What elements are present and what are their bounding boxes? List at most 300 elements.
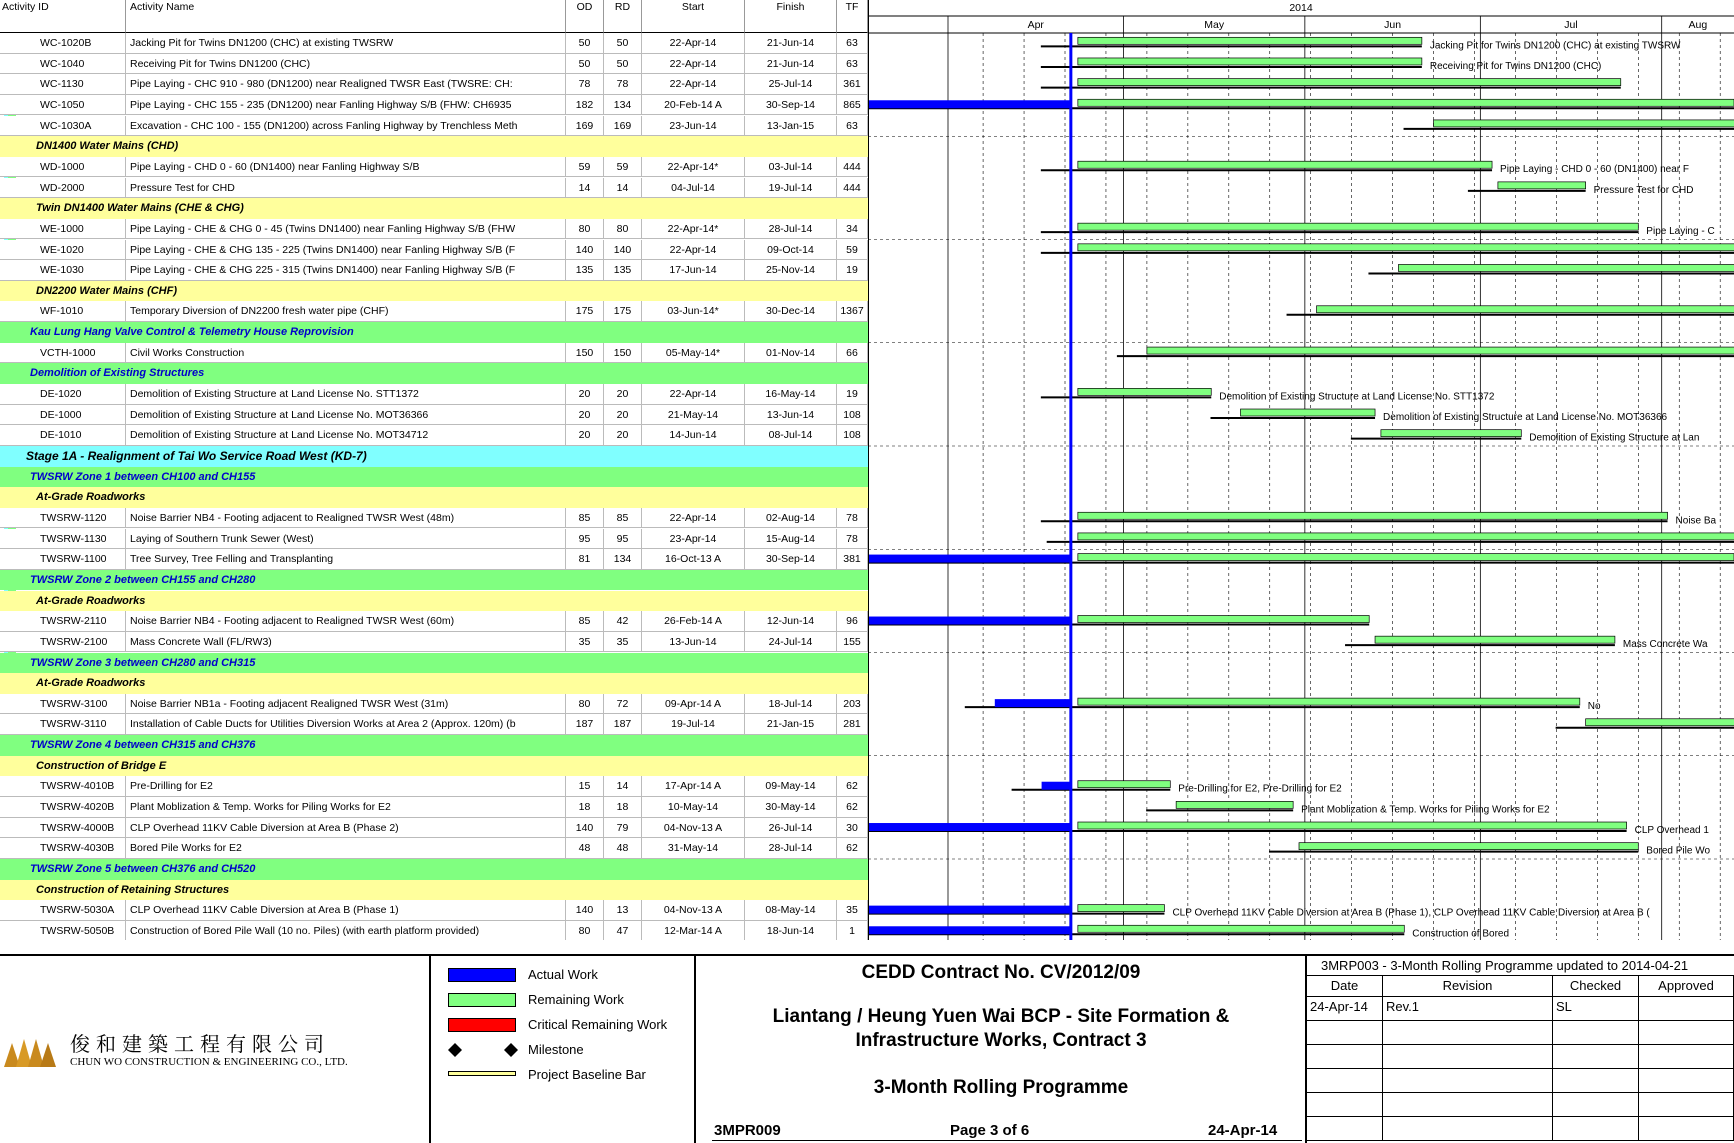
tf-cell: 34 xyxy=(837,219,868,239)
rd-cell: 95 xyxy=(604,529,642,549)
activity-name-cell: CLP Overhead 11KV Cable Diversion at Area B (Phase 2) xyxy=(126,818,566,838)
od-cell: 15 xyxy=(566,776,604,796)
activity-name-cell: Installation of Cable Ducts for Utilities Diversion Works at Area 2 (Approx. 120m) (b xyxy=(126,714,566,734)
activity-name-cell: Demolition of Existing Structure at Land License No. STT1372 xyxy=(126,384,566,404)
bar-label: Noise Ba xyxy=(1675,515,1717,527)
bar-label: Demolition of Existing Structure at Lan xyxy=(1529,432,1700,444)
group-header-row[interactable]: Construction of Retaining Structures xyxy=(0,880,868,901)
bar-label: No xyxy=(1587,701,1601,713)
start-cell: 23-Apr-14 xyxy=(642,529,745,549)
revision-cell[interactable] xyxy=(1639,1045,1734,1069)
remaining-bar xyxy=(1078,925,1404,932)
revision-cell[interactable] xyxy=(1639,997,1734,1021)
rd-cell: 14 xyxy=(604,178,642,198)
activity-id-cell: TWSRW-5030A xyxy=(0,900,126,920)
tf-cell: 1367 xyxy=(837,301,868,321)
remaining-bar xyxy=(1398,264,1734,271)
project-title-line2: Infrastructure Works, Contract 3 xyxy=(855,1030,1147,1051)
activity-id-cell: WF-1010 xyxy=(0,301,126,321)
month-label: Jun xyxy=(1384,19,1402,31)
activity-row[interactable] xyxy=(0,776,868,797)
remaining-bar xyxy=(1078,244,1734,251)
start-cell: 10-May-14 xyxy=(642,797,745,817)
gantt-svg xyxy=(868,0,1734,940)
od-cell: 135 xyxy=(566,260,604,280)
finish-cell: 28-Jul-14 xyxy=(745,219,837,239)
revision-cell[interactable] xyxy=(1383,1045,1553,1069)
start-cell: 12-Mar-14 A xyxy=(642,921,745,940)
tf-cell: 63 xyxy=(837,54,868,74)
month-label: May xyxy=(1204,19,1225,31)
finish-cell: 02-Aug-14 xyxy=(745,508,837,528)
revision-header: Approved xyxy=(1639,976,1734,997)
rd-cell: 135 xyxy=(604,260,642,280)
start-cell: 22-Apr-14 xyxy=(642,508,745,528)
remaining-bar xyxy=(1078,616,1369,623)
start-cell: 23-Jun-14 xyxy=(642,116,745,136)
revision-cell[interactable] xyxy=(1307,1093,1383,1117)
activity-row[interactable] xyxy=(0,260,868,281)
tf-cell: 381 xyxy=(837,549,868,569)
remaining-bar xyxy=(1078,161,1492,168)
rd-cell: 72 xyxy=(604,694,642,714)
activity-id-cell: TWSRW-4000B xyxy=(0,818,126,838)
activity-id-cell: WC-1040 xyxy=(0,54,126,74)
activity-name-cell: Laying of Southern Trunk Sewer (West) xyxy=(126,529,566,549)
activity-id-cell: TWSRW-1130 xyxy=(0,529,126,549)
start-cell: 26-Feb-14 A xyxy=(642,611,745,631)
activity-id-cell: WC-1130 xyxy=(0,74,126,94)
start-cell: 03-Jun-14* xyxy=(642,301,745,321)
group-header-row[interactable]: TWSRW Zone 3 between CH280 and CH315 xyxy=(0,653,868,674)
company-name-cn: 俊和建築工程有限公司 xyxy=(70,1032,330,1056)
start-cell: 22-Apr-14 xyxy=(642,384,745,404)
group-header-row[interactable]: Kau Lung Hang Valve Control & Telemetry House Reprovision xyxy=(0,322,868,343)
activity-row[interactable] xyxy=(0,74,868,95)
finish-cell: 18-Jun-14 xyxy=(745,921,837,940)
activity-row[interactable] xyxy=(0,632,868,653)
bar-label: Pipe Laying - C xyxy=(1646,226,1715,238)
activity-row[interactable] xyxy=(0,921,868,940)
activity-row[interactable] xyxy=(0,240,868,261)
actual-bar xyxy=(995,699,1071,707)
remaining-bar xyxy=(1317,306,1734,313)
tf-cell: 108 xyxy=(837,425,868,445)
revision-cell[interactable] xyxy=(1553,1069,1639,1093)
tf-cell: 30 xyxy=(837,818,868,838)
od-cell: 85 xyxy=(566,508,604,528)
activity-id-cell: WC-1050 xyxy=(0,95,126,115)
revision-cell[interactable] xyxy=(1307,1117,1383,1141)
activity-name-cell: Pipe Laying - CHE & CHG 135 - 225 (Twins DN1400) near Fanling Highway S/B (F xyxy=(126,240,566,260)
activity-row[interactable] xyxy=(0,694,868,715)
activity-id-cell: WC-1020B xyxy=(0,33,126,53)
header-finish[interactable]: Finish xyxy=(745,0,837,33)
tf-cell: 62 xyxy=(837,797,868,817)
remaining-bar xyxy=(1078,58,1422,65)
revision-cell[interactable] xyxy=(1639,1021,1734,1045)
finish-cell: 01-Nov-14 xyxy=(745,343,837,363)
finish-cell: 28-Jul-14 xyxy=(745,838,837,858)
remaining-swatch xyxy=(448,993,516,1007)
remaining-bar xyxy=(1147,347,1734,354)
rd-cell: 35 xyxy=(604,632,642,652)
gantt-chart xyxy=(868,0,1734,940)
activity-row[interactable] xyxy=(0,714,868,735)
activity-row[interactable] xyxy=(0,549,868,570)
start-cell: 04-Nov-13 A xyxy=(642,900,745,920)
od-cell: 187 xyxy=(566,714,604,734)
finish-cell: 21-Jan-15 xyxy=(745,714,837,734)
finish-cell: 13-Jan-15 xyxy=(745,116,837,136)
bar-label: CLP Overhead 1 xyxy=(1634,825,1709,837)
activity-name-cell: Pipe Laying - CHE & CHG 0 - 45 (Twins DN1400) near Fanling Highway S/B (FHW xyxy=(126,219,566,239)
activity-name-cell: Noise Barrier NB4 - Footing adjacent to Realigned TWSR West (48m) xyxy=(126,508,566,528)
rd-cell: 18 xyxy=(604,797,642,817)
remaining-bar xyxy=(1586,719,1734,726)
group-header-row[interactable]: Twin DN1400 Water Mains (CHE & CHG) xyxy=(0,198,868,219)
activity-name-cell: Pipe Laying - CHE & CHG 225 - 315 (Twins DN1400) near Fanling Highway S/B (F xyxy=(126,260,566,280)
rd-cell: 42 xyxy=(604,611,642,631)
od-cell: 50 xyxy=(566,33,604,53)
bar-label: Demolition of Existing Structure at Land License No. MOT36366 xyxy=(1383,412,1668,424)
group-header-row[interactable]: TWSRW Zone 4 between CH315 and CH376 xyxy=(0,735,868,756)
header-od[interactable]: OD xyxy=(566,0,604,33)
programme-title: 3-Month Rolling Programme xyxy=(873,1077,1129,1098)
remaining-bar xyxy=(1078,388,1211,395)
tf-cell: 361 xyxy=(837,74,868,94)
od-cell: 140 xyxy=(566,818,604,838)
od-cell: 18 xyxy=(566,797,604,817)
bar-label: Pre-Drilling for E2, Pre-Drilling for E2 xyxy=(1178,783,1342,795)
activity-id-cell: WD-1000 xyxy=(0,157,126,177)
od-cell: 140 xyxy=(566,240,604,260)
tf-cell: 96 xyxy=(837,611,868,631)
activity-name-cell: Mass Concrete Wall (FL/RW3) xyxy=(126,632,566,652)
remaining-bar xyxy=(1078,79,1621,86)
finish-cell: 21-Jun-14 xyxy=(745,33,837,53)
activity-table xyxy=(0,0,868,940)
title-block xyxy=(0,954,1734,1143)
od-cell: 80 xyxy=(566,921,604,940)
tf-cell: 203 xyxy=(837,694,868,714)
remaining-bar xyxy=(1078,698,1580,705)
company-logo xyxy=(2,1029,58,1069)
remaining-bar xyxy=(1078,822,1627,829)
group-header-row[interactable]: Stage 1A - Realignment of Tai Wo Service Road West (KD-7) xyxy=(0,446,868,467)
activity-row[interactable] xyxy=(0,343,868,364)
actual-bar xyxy=(1042,782,1071,790)
group-header-row[interactable]: Construction of Bridge E xyxy=(0,756,868,777)
activity-row[interactable] xyxy=(0,178,868,199)
finish-cell: 16-May-14 xyxy=(745,384,837,404)
activity-name-cell: Construction of Bored Pile Wall (10 no. Piles) (with earth platform provided) xyxy=(126,921,566,940)
start-cell: 17-Apr-14 A xyxy=(642,776,745,796)
revision-cell[interactable] xyxy=(1553,1093,1639,1117)
activity-row[interactable] xyxy=(0,900,868,921)
start-cell: 22-Apr-14* xyxy=(642,219,745,239)
bar-label: Jacking Pit for Twins DN1200 (CHC) at existing TWSRW xyxy=(1429,40,1681,52)
start-cell: 22-Apr-14 xyxy=(642,74,745,94)
od-cell: 78 xyxy=(566,74,604,94)
finish-cell: 13-Jun-14 xyxy=(745,405,837,425)
activity-id-cell: TWSRW-2110 xyxy=(0,611,126,631)
activity-row[interactable] xyxy=(0,116,868,137)
header-activity-id[interactable]: Activity ID xyxy=(0,0,126,33)
activity-row[interactable] xyxy=(0,219,868,240)
start-cell: 22-Apr-14 xyxy=(642,54,745,74)
remaining-bar xyxy=(1078,37,1422,44)
tf-cell: 63 xyxy=(837,33,868,53)
activity-name-cell: Pressure Test for CHD xyxy=(126,178,566,198)
remaining-bar xyxy=(1078,223,1638,230)
activity-id-cell: WD-2000 xyxy=(0,178,126,198)
bar-label: CLP Overhead 11KV Cable Diversion at Area B (Phase 1), CLP Overhead 11KV Cable Diversion at Area B ( xyxy=(1172,907,1650,919)
rd-cell: 78 xyxy=(604,74,642,94)
od-cell: 20 xyxy=(566,405,604,425)
rd-cell: 85 xyxy=(604,508,642,528)
revision-cell[interactable] xyxy=(1307,1021,1383,1045)
start-cell: 22-Apr-14 xyxy=(642,240,745,260)
revision-block xyxy=(1307,956,1734,1143)
baseline-bar-icon xyxy=(448,1071,516,1076)
actual-bar xyxy=(868,906,1071,914)
bar-label: Bored Pile Wo xyxy=(1646,845,1711,857)
finish-cell: 25-Nov-14 xyxy=(745,260,837,280)
revision-cell[interactable] xyxy=(1553,1045,1639,1069)
activity-name-cell: Jacking Pit for Twins DN1200 (CHC) at existing TWSRW xyxy=(126,33,566,53)
od-cell: 35 xyxy=(566,632,604,652)
od-cell: 48 xyxy=(566,838,604,858)
revision-cell[interactable] xyxy=(1383,1093,1553,1117)
od-cell: 80 xyxy=(566,694,604,714)
rd-cell: 20 xyxy=(604,405,642,425)
revision-cell[interactable] xyxy=(1383,1021,1553,1045)
revision-cell[interactable] xyxy=(1383,1069,1553,1093)
start-cell: 14-Jun-14 xyxy=(642,425,745,445)
rd-cell: 175 xyxy=(604,301,642,321)
remaining-bar xyxy=(1078,99,1734,106)
bar-label: Plant Moblization & Temp. Works for Piling Works for E2 xyxy=(1301,804,1550,816)
tf-cell: 63 xyxy=(837,116,868,136)
legend-label: Project Baseline Bar xyxy=(528,1067,646,1082)
month-label: Apr xyxy=(1027,19,1044,31)
od-cell: 20 xyxy=(566,425,604,445)
revision-cell[interactable] xyxy=(1639,1093,1734,1117)
activity-name-cell: Noise Barrier NB1a - Footing adjacent Realigned TWSR West (31m) xyxy=(126,694,566,714)
group-header-row[interactable]: TWSRW Zone 1 between CH100 and CH155 xyxy=(0,467,868,488)
tf-cell: 155 xyxy=(837,632,868,652)
tf-cell: 78 xyxy=(837,508,868,528)
tf-cell: 62 xyxy=(837,776,868,796)
activity-row[interactable] xyxy=(0,405,868,426)
contract-number: CEDD Contract No. CV/2012/09 xyxy=(861,962,1141,983)
finish-cell: 19-Jul-14 xyxy=(745,178,837,198)
start-cell: 16-Oct-13 A xyxy=(642,549,745,569)
activity-id-cell: DE-1000 xyxy=(0,405,126,425)
revision-cell[interactable]: SL xyxy=(1553,997,1639,1021)
finish-cell: 30-May-14 xyxy=(745,797,837,817)
group-header-row[interactable]: At-Grade Roadworks xyxy=(0,591,868,612)
header-rd[interactable]: RD xyxy=(604,0,642,33)
rd-cell: 50 xyxy=(604,54,642,74)
document-number: 3MPR009 xyxy=(714,1122,781,1139)
group-header-row[interactable]: TWSRW Zone 2 between CH155 and CH280 xyxy=(0,570,868,591)
actual-swatch xyxy=(448,968,516,982)
group-header-row[interactable]: DN2200 Water Mains (CHF) xyxy=(0,281,868,302)
finish-cell: 09-Oct-14 xyxy=(745,240,837,260)
legend-label: Milestone xyxy=(528,1042,584,1057)
start-cell: 20-Feb-14 A xyxy=(642,95,745,115)
start-cell: 04-Jul-14 xyxy=(642,178,745,198)
start-cell: 04-Nov-13 A xyxy=(642,818,745,838)
activity-id-cell: TWSRW-1100 xyxy=(0,549,126,569)
group-header-row[interactable]: At-Grade Roadworks xyxy=(0,487,868,508)
activity-row[interactable] xyxy=(0,157,868,178)
activity-row[interactable] xyxy=(0,818,868,839)
finish-cell: 18-Jul-14 xyxy=(745,694,837,714)
activity-id-cell: WE-1030 xyxy=(0,260,126,280)
rd-cell: 20 xyxy=(604,425,642,445)
remaining-bar xyxy=(1078,781,1170,788)
activity-id-cell: TWSRW-3110 xyxy=(0,714,126,734)
revision-cell[interactable] xyxy=(1639,1117,1734,1141)
activity-row[interactable] xyxy=(0,95,868,116)
rd-cell: 187 xyxy=(604,714,642,734)
header-start[interactable]: Start xyxy=(642,0,745,33)
revision-cell[interactable] xyxy=(1307,1045,1383,1069)
activity-row[interactable] xyxy=(0,301,868,322)
start-cell: 09-Apr-14 A xyxy=(642,694,745,714)
start-cell: 22-Apr-14 xyxy=(642,33,745,53)
od-cell: 95 xyxy=(566,529,604,549)
rd-cell: 79 xyxy=(604,818,642,838)
revision-cell[interactable] xyxy=(1553,1021,1639,1045)
month-label: Aug xyxy=(1688,19,1708,31)
activity-row[interactable] xyxy=(0,529,868,550)
start-cell: 31-May-14 xyxy=(642,838,745,858)
revision-cell[interactable] xyxy=(1307,1069,1383,1093)
company-name-en: CHUN WO CONSTRUCTION & ENGINEERING CO., LTD. xyxy=(70,1056,348,1068)
activity-row[interactable] xyxy=(0,425,868,446)
tf-cell: 78 xyxy=(837,529,868,549)
year-label: 2014 xyxy=(1289,2,1313,14)
tf-cell: 66 xyxy=(837,343,868,363)
activity-name-cell: CLP Overhead 11KV Cable Diversion at Area B (Phase 1) xyxy=(126,900,566,920)
activity-id-cell: TWSRW-2100 xyxy=(0,632,126,652)
actual-bar xyxy=(868,926,1071,934)
start-cell: 21-May-14 xyxy=(642,405,745,425)
activity-name-cell: Pipe Laying - CHD 0 - 60 (DN1400) near Fanling Highway S/B xyxy=(126,157,566,177)
od-cell: 182 xyxy=(566,95,604,115)
month-label: Jul xyxy=(1564,19,1578,31)
project-title-line1: Liantang / Heung Yuen Wai BCP - Site Formation & xyxy=(772,1006,1230,1027)
group-header-row[interactable]: DN1400 Water Mains (CHD) xyxy=(0,136,868,157)
revision-cell[interactable]: Rev.1 xyxy=(1383,997,1553,1021)
activity-row[interactable] xyxy=(0,611,868,632)
activity-id-cell: TWSRW-1120 xyxy=(0,508,126,528)
activity-id-cell: WE-1000 xyxy=(0,219,126,239)
bar-label: Pressure Test for CHD xyxy=(1593,184,1694,196)
tf-cell: 59 xyxy=(837,240,868,260)
activity-name-cell: Demolition of Existing Structure at Land License No. MOT36366 xyxy=(126,405,566,425)
tf-cell: 108 xyxy=(837,405,868,425)
finish-cell: 30-Sep-14 xyxy=(745,95,837,115)
activity-row[interactable] xyxy=(0,508,868,529)
od-cell: 140 xyxy=(566,900,604,920)
rd-cell: 134 xyxy=(604,95,642,115)
remaining-bar xyxy=(1434,120,1734,127)
revision-cell[interactable] xyxy=(1639,1069,1734,1093)
activity-name-cell: Excavation - CHC 100 - 155 (DN1200) across Fanling Highway by Trenchless Meth xyxy=(126,116,566,136)
actual-bar xyxy=(868,100,1071,108)
rd-cell: 50 xyxy=(604,33,642,53)
legend-label: Actual Work xyxy=(528,967,598,982)
remaining-bar xyxy=(1498,182,1586,189)
bar-label: Demolition of Existing Structure at Land License No. STT1372 xyxy=(1219,391,1495,403)
activity-row[interactable] xyxy=(0,797,868,818)
activity-id-cell: TWSRW-5050B xyxy=(0,921,126,940)
finish-cell: 30-Sep-14 xyxy=(745,549,837,569)
revision-cell[interactable] xyxy=(1553,1117,1639,1141)
rd-cell: 150 xyxy=(604,343,642,363)
revision-cell[interactable]: 24-Apr-14 xyxy=(1307,997,1383,1021)
od-cell: 20 xyxy=(566,384,604,404)
start-cell: 17-Jun-14 xyxy=(642,260,745,280)
od-cell: 59 xyxy=(566,157,604,177)
activity-row[interactable] xyxy=(0,54,868,75)
tf-cell: 19 xyxy=(837,260,868,280)
finish-cell: 21-Jun-14 xyxy=(745,54,837,74)
activity-id-cell: DE-1010 xyxy=(0,425,126,445)
group-header-row[interactable]: Demolition of Existing Structures xyxy=(0,363,868,384)
start-cell: 05-May-14* xyxy=(642,343,745,363)
tf-cell: 281 xyxy=(837,714,868,734)
start-cell: 19-Jul-14 xyxy=(642,714,745,734)
tf-cell: 1 xyxy=(837,921,868,940)
header-tf[interactable]: TF xyxy=(837,0,868,33)
od-cell: 169 xyxy=(566,116,604,136)
od-cell: 175 xyxy=(566,301,604,321)
activity-row[interactable] xyxy=(0,384,868,405)
rd-cell: 20 xyxy=(604,384,642,404)
header-activity-name[interactable]: Activity Name xyxy=(126,0,566,33)
finish-cell: 24-Jul-14 xyxy=(745,632,837,652)
remaining-bar xyxy=(1078,554,1734,561)
revision-cell[interactable] xyxy=(1383,1117,1553,1141)
activity-row[interactable] xyxy=(0,838,868,859)
activity-id-cell: TWSRW-4020B xyxy=(0,797,126,817)
remaining-bar xyxy=(1375,636,1615,643)
revision-header: Checked xyxy=(1553,976,1639,997)
activity-name-cell: Receiving Pit for Twins DN1200 (CHC) xyxy=(126,54,566,74)
remaining-bar xyxy=(1241,409,1376,416)
page-number: Page 3 of 6 xyxy=(950,1122,1030,1139)
rd-cell: 13 xyxy=(604,900,642,920)
finish-cell: 25-Jul-14 xyxy=(745,74,837,94)
group-header-row[interactable]: At-Grade Roadworks xyxy=(0,673,868,694)
revision-header: Date xyxy=(1307,976,1383,997)
tf-cell: 35 xyxy=(837,900,868,920)
activity-row[interactable] xyxy=(0,33,868,54)
bar-label: Mass Concrete Wa xyxy=(1622,639,1708,651)
od-cell: 81 xyxy=(566,549,604,569)
finish-cell: 26-Jul-14 xyxy=(745,818,837,838)
group-header-row[interactable]: TWSRW Zone 5 between CH376 and CH520 xyxy=(0,859,868,880)
legend-label: Remaining Work xyxy=(528,992,624,1007)
remaining-bar xyxy=(1078,905,1165,912)
activity-id-cell: TWSRW-3100 xyxy=(0,694,126,714)
